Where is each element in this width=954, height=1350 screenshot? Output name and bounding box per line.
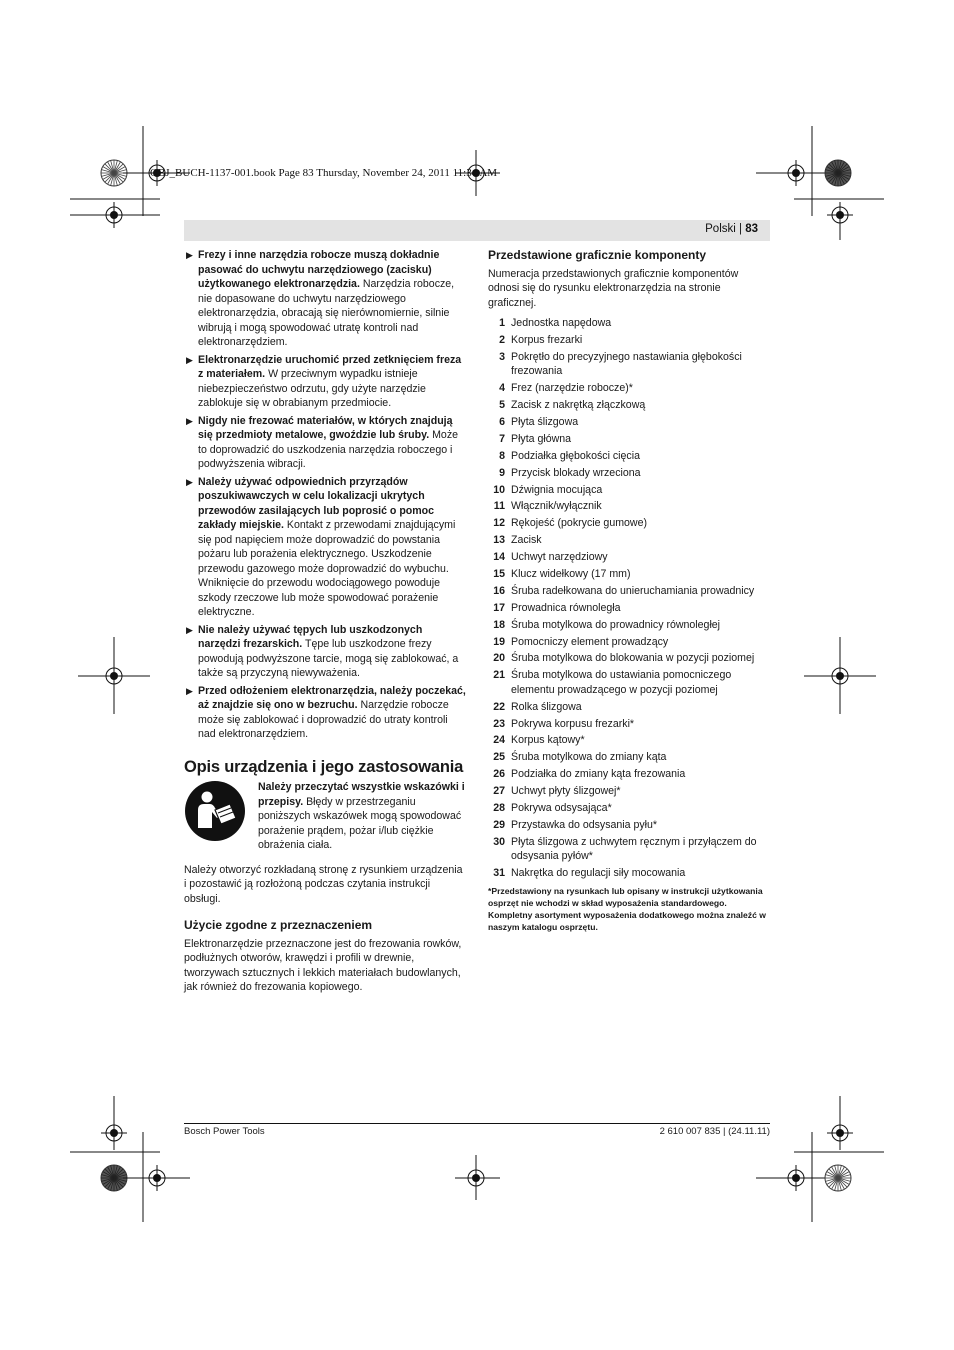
list-item — [488, 651, 770, 666]
list-item — [488, 415, 770, 430]
component-number: 9 — [499, 466, 505, 479]
page-header-bar — [184, 220, 770, 241]
component-label: Podziałka do zmiany kąta frezowania — [511, 768, 686, 781]
component-label: Płyta ślizgowa — [511, 415, 579, 428]
list-item — [488, 483, 770, 498]
component-number: 26 — [493, 768, 505, 781]
components-title: Przedstawione graficznie komponenty — [488, 248, 707, 262]
bullet-text: Tępe lub uszkodzone frezy powodują podwyższone tarcie, mogą się zablokować, a także są przyczyną niewyważenia. — [198, 638, 459, 679]
component-label: Płyta ślizgowa z uchwytem ręcznym i przyłączem do odsysania pyłów* — [511, 835, 757, 863]
list-item — [488, 466, 770, 481]
component-label: Uchwyt narzędziowy — [511, 551, 608, 564]
component-label: Przystawka do odsysania pyłu* — [511, 818, 658, 831]
component-label: Zacisk z nakrętką złączkową — [511, 399, 646, 412]
list-item — [488, 381, 770, 396]
component-number: 4 — [499, 382, 505, 395]
component-number: 21 — [493, 669, 505, 682]
component-number: 27 — [493, 785, 505, 798]
bullet-arrow-icon: ▶ — [186, 354, 193, 365]
print-file-info: OBJ_BUCH-1137-001.book Page 83 Thursday, November 24, 2011 11:34 AM — [150, 167, 498, 179]
footer-brand: Bosch Power Tools — [184, 1126, 265, 1137]
right-column — [488, 248, 770, 933]
safety-bullet — [184, 684, 466, 742]
component-label: Rękojeść (pokrycie gumowe) — [511, 517, 648, 530]
left-column — [184, 248, 466, 1001]
color-star-mark — [825, 160, 851, 186]
bullet-text: W przeciwnym wypadku istnieje niebezpieczeństwo odrzutu, gdy użyte narzędzie zablokuje się w obrabianym przedmiocie. — [198, 368, 426, 409]
bullet-bold: Nie należy używać tępych lub uszkodzonych narzędzi frezarskich. — [198, 623, 423, 650]
component-label: Śruba motylkowa do zmiany kąta — [511, 751, 667, 764]
component-label: Płyta główna — [511, 432, 572, 445]
component-number: 29 — [493, 818, 505, 831]
footer-doc-number: 2 610 007 835 | (24.11.11) — [659, 1126, 770, 1137]
component-number: 19 — [493, 635, 505, 648]
component-number: 6 — [499, 415, 505, 428]
component-label: Pomocniczy element prowadzący — [511, 635, 669, 648]
component-number: 13 — [493, 534, 505, 547]
component-number: 18 — [493, 618, 505, 631]
list-item — [488, 801, 770, 816]
list-item — [488, 533, 770, 548]
list-item — [488, 516, 770, 531]
component-label: Korpus kątowy* — [511, 734, 585, 747]
bullet-arrow-icon: ▶ — [186, 415, 193, 426]
component-number: 5 — [499, 399, 505, 412]
list-item — [488, 316, 770, 331]
list-item — [488, 449, 770, 464]
list-item — [488, 818, 770, 833]
component-label: Nakrętka do regulacji siły mocowania — [511, 867, 686, 880]
foldout-paragraph: Należy otworzyć rozkładaną stronę z rysunkiem urządzenia i pozostawić ją rozłożoną podczas czytania instrukcji obsługi. — [184, 863, 463, 905]
component-label: Klucz widełkowy (17 mm) — [511, 567, 631, 580]
component-label: Korpus frezarki — [511, 333, 583, 346]
component-number: 11 — [493, 500, 505, 513]
list-item — [488, 784, 770, 799]
list-item — [488, 733, 770, 748]
notice-text: Błędy w przestrzeganiu poniższych wskazówek mogą spowodować porażenie prądem, pożar i/lub ciężkie obrażenia ciała. — [258, 795, 462, 851]
component-label: Śruba motylkowa do blokowania w pozycji poziomej — [511, 652, 755, 665]
usage-title: Użycie zgodne z przeznaczeniem — [184, 918, 373, 932]
safety-list — [184, 248, 466, 742]
read-instructions-notice — [184, 780, 466, 853]
component-number: 2 — [499, 333, 505, 346]
header-separator: | — [735, 223, 746, 235]
component-number: 25 — [493, 751, 505, 764]
safety-bullet — [184, 623, 466, 681]
component-number: 17 — [493, 601, 505, 614]
component-label: Jednostka napędowa — [511, 317, 612, 329]
component-label: Prowadnica równoległa — [511, 601, 621, 614]
component-label: Uchwyt płyty ślizgowej* — [511, 785, 621, 798]
component-number: 1 — [499, 317, 505, 329]
component-number: 20 — [493, 652, 505, 665]
section-title: Opis urządzenia i jego zastosowania — [184, 757, 464, 776]
bullet-bold: Przed odłożeniem elektronarzędzia, należy poczekać, aż znajdzie się ono w bezruchu. — [198, 684, 466, 711]
component-number: 16 — [493, 584, 505, 597]
list-item — [488, 750, 770, 765]
bullet-arrow-icon: ▶ — [186, 624, 193, 635]
component-label: Pokrywa odsysająca* — [511, 802, 612, 815]
list-item — [488, 499, 770, 514]
list-item — [488, 717, 770, 732]
bullet-text: Może to doprowadzić do uszkodzenia narzędzia roboczego i podwyższenia wibracji. — [198, 429, 459, 470]
component-number: 7 — [499, 432, 505, 445]
component-number: 8 — [499, 449, 505, 462]
component-label: Pokrętło do precyzyjnego nastawiania głębokości frezowania — [511, 350, 742, 378]
list-item — [488, 635, 770, 650]
component-label: Pokrywa korpusu frezarki* — [511, 717, 635, 730]
page-header — [705, 223, 758, 235]
list-item — [488, 432, 770, 447]
component-label: Przycisk blokady wrzeciona — [511, 466, 641, 479]
safety-bullet — [184, 414, 466, 472]
component-number: 28 — [493, 802, 505, 815]
component-number: 10 — [493, 483, 505, 496]
safety-bullet — [184, 353, 466, 411]
footer-rule — [184, 1123, 770, 1124]
list-item — [488, 550, 770, 565]
bullet-arrow-icon: ▶ — [186, 476, 193, 487]
bullet-arrow-icon: ▶ — [186, 250, 193, 260]
components-intro: Numeracja przedstawionych graficznie komponentów odnosi się do rysunku elektronarzędzia na stronie graficznej. — [488, 267, 739, 309]
component-number: 30 — [493, 835, 505, 848]
list-item — [488, 567, 770, 582]
list-item — [488, 866, 770, 881]
bullet-text: Narzędzia robocze, nie dopasowane do uchwytu narzędziowego elektronarzędzia, obracają się nierównomiernie, silnie wibrują i mogą spowodować utratę kontroli nad elektronarzędziem. — [198, 278, 455, 348]
component-label: Dźwignia mocująca — [511, 483, 603, 496]
color-star-mark — [825, 1165, 851, 1191]
list-item — [488, 668, 770, 697]
component-label: Śruba motylkowa do ustawiania pomocniczego elementu prowadzącego w pozycji poziomej — [511, 669, 732, 696]
list-item — [488, 618, 770, 633]
bullet-text: Kontakt z przewodami znajdującymi się pod napięciem może doprowadzić do powstania pożaru lub porażenia elektrycznego. Uszkodzenie przewodu gazowego może doprowadzić do wybuchu. Wniknięcie do przewodu wodociągowego powoduje szkody rzeczowe lub może spowodować porażenie elektryczne. — [198, 519, 456, 618]
component-label: Śruba motylkowa do prowadnicy równoległej — [511, 618, 721, 631]
component-number: 24 — [493, 734, 505, 747]
component-label: Śruba radełkowana do unieruchamiania prowadnicy — [511, 584, 755, 597]
bullet-bold: Elektronarzędzie uruchomić przed zetknięciem freza z materiałem. — [198, 353, 462, 380]
component-label: Podziałka głębokości cięcia — [511, 449, 640, 462]
list-item — [488, 584, 770, 599]
list-item — [488, 350, 770, 379]
component-number: 23 — [493, 717, 505, 730]
component-number: 12 — [493, 517, 505, 530]
notice-bold: Należy przeczytać wszystkie wskazówki i przepisy. — [258, 781, 465, 808]
safety-bullet — [184, 248, 466, 350]
component-label: Frez (narzędzie robocze)* — [511, 382, 633, 395]
safety-bullet — [184, 475, 466, 620]
component-number: 3 — [499, 350, 505, 363]
component-label: Włącznik/wyłącznik — [511, 500, 602, 513]
list-item — [488, 700, 770, 715]
components-list — [488, 316, 770, 881]
list-item — [488, 398, 770, 413]
list-item — [488, 767, 770, 782]
components-footnote: *Przedstawiony na rysunkach lub opisany w instrukcji użytkowania osprzęt nie wchodzi w skład wyposażenia standardowego. Kompletny asortyment wyposażenia dodatkowego można znaleźć w naszym katalogu osprzętu. — [488, 885, 766, 932]
component-number: 22 — [493, 700, 505, 713]
read-manual-icon — [184, 780, 246, 842]
component-label: Zacisk — [511, 534, 542, 547]
list-item — [488, 835, 770, 864]
component-number: 14 — [493, 551, 505, 564]
bullet-bold: Nigdy nie frezować materiałów, w których znajdują się przedmioty metalowe, gwoździe lub śruby. — [198, 414, 453, 441]
bullet-arrow-icon: ▶ — [186, 685, 193, 696]
header-language: Polski — [705, 223, 736, 235]
page-number: 83 — [745, 223, 758, 235]
component-number: 15 — [493, 567, 505, 580]
list-item — [488, 601, 770, 616]
list-item — [488, 333, 770, 348]
bullet-text: Narzędzie robocze może się zablokować i doprowadzić do utraty kontroli nad elektronarzędziem. — [198, 699, 449, 740]
component-label: Rolka ślizgowa — [511, 700, 582, 713]
component-number: 31 — [493, 867, 505, 880]
usage-paragraph: Elektronarzędzie przeznaczone jest do frezowania rowków, podłużnych otworów, krawędzi i profili w drewnie, tworzywach sztucznych i lekkich materiałach budowlanych, jak również do frezowania kopiowego. — [184, 937, 462, 993]
bullet-bold: Należy używać odpowiednich przyrządów poszukiwawczych w celu lokalizacji ukrytych przewodów zasilających lub poprosić o pomoc zakłady miejskie. — [198, 475, 435, 531]
bullet-bold: Frezy i inne narzędzia robocze muszą dokładnie pasować do uchwytu narzędziowego (zacisku) użytkowanego elektronarzędzia. — [198, 249, 440, 290]
